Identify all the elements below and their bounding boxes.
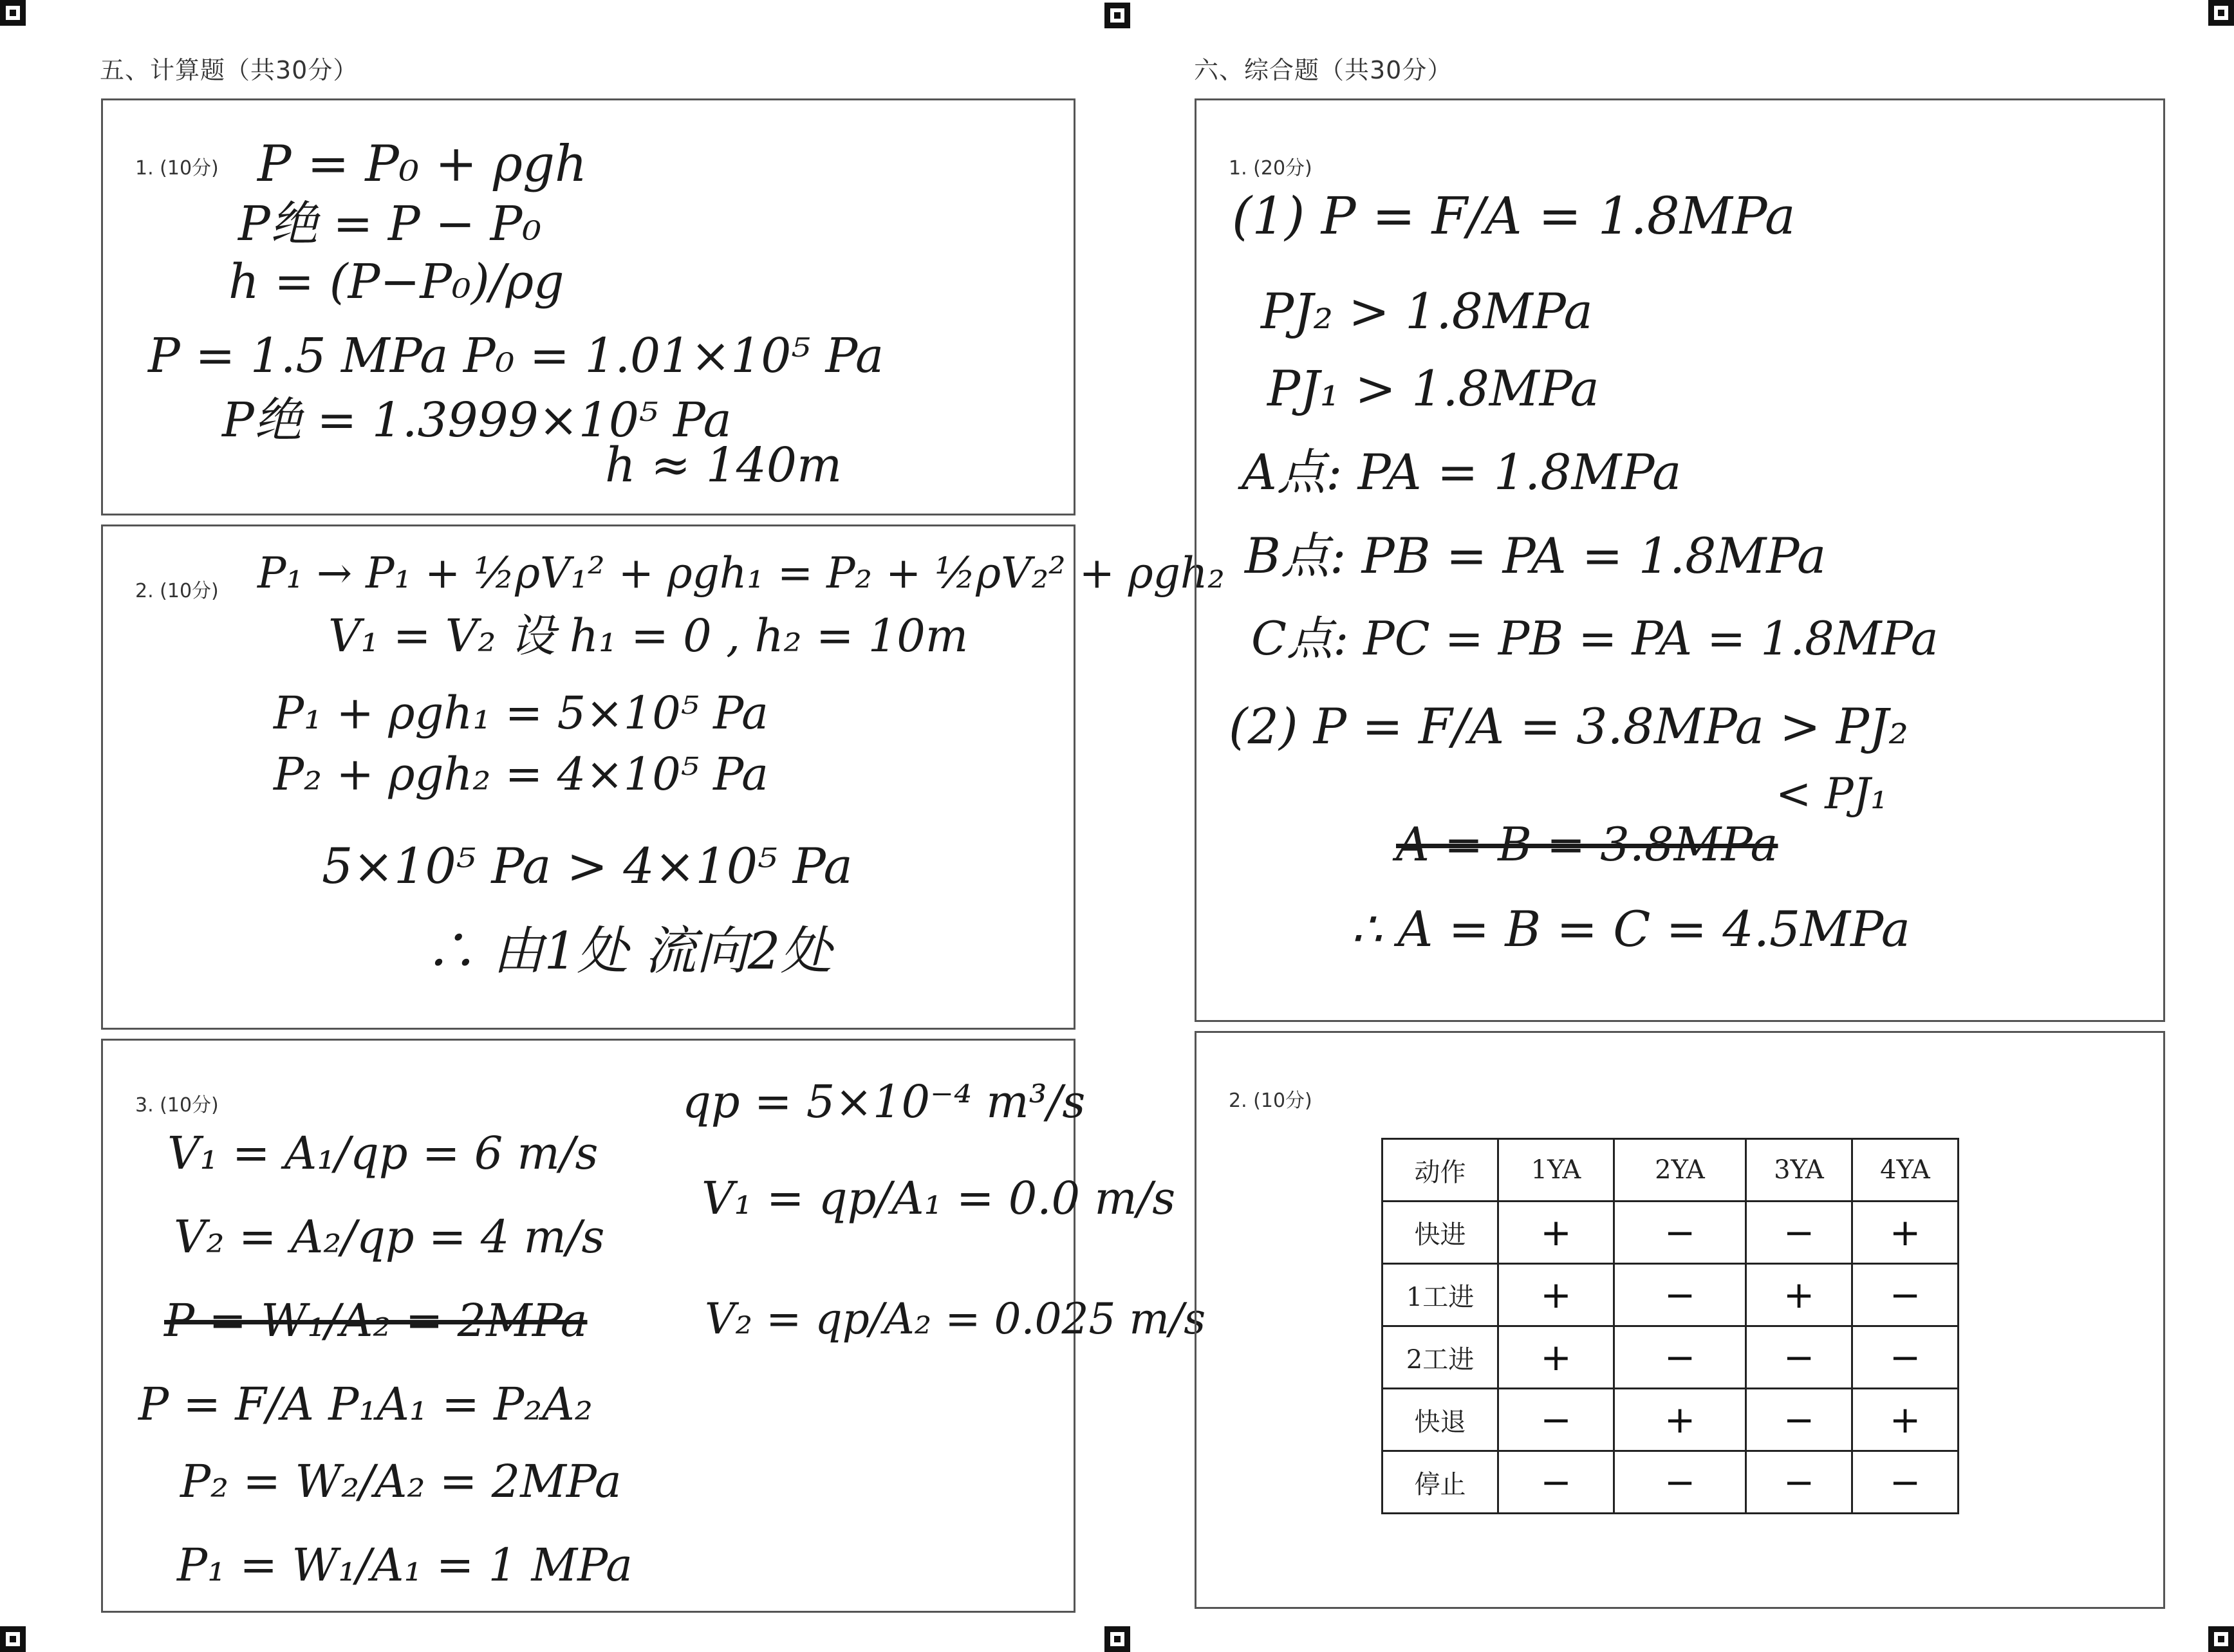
state-cell: +	[1852, 1202, 1959, 1264]
answer-box-calc-3	[101, 1039, 1206, 1613]
state-cell: −	[1614, 1264, 1746, 1326]
table-header-cell: 3YA	[1746, 1139, 1852, 1202]
table-row	[1382, 1202, 1959, 1264]
section-title-comprehensive: 六、综合题（共30分）	[1194, 56, 1453, 84]
state-cell: −	[1614, 1451, 1746, 1514]
handwritten-line: P绝 = 1.3999×10⁵ Pa	[222, 393, 732, 448]
handwritten-line: < PJ₁	[1776, 769, 1888, 819]
state-cell: −	[1498, 1451, 1614, 1514]
handwritten-line: P = P₀ + ρgh	[257, 135, 588, 193]
state-cell: −	[1746, 1326, 1852, 1389]
handwritten-line: P = 1.5 MPa P₀ = 1.01×10⁵ Pa	[148, 328, 884, 384]
state-cell: −	[1746, 1202, 1852, 1264]
table-header-cell: 4YA	[1852, 1139, 1959, 1202]
handwritten-line: V₁ = qp/A₁ = 0.0 m/s	[702, 1172, 1176, 1225]
handwritten-line: C点: PC = PB = PA = 1.8MPa	[1251, 611, 1939, 665]
handwritten-line-struck: A = B = 3.8MPa	[1396, 817, 1778, 871]
question-label: 1. (20分)	[1229, 157, 1312, 180]
table-header-cell: 2YA	[1614, 1139, 1746, 1202]
table-header-cell: 1YA	[1498, 1139, 1614, 1202]
state-cell: +	[1498, 1326, 1614, 1389]
corner-marker-top-center	[1104, 3, 1130, 28]
question-label: 2. (10分)	[1229, 1090, 1312, 1112]
state-cell: −	[1614, 1202, 1746, 1264]
corner-marker-top-left	[0, 0, 26, 26]
state-cell: −	[1498, 1389, 1614, 1451]
handwritten-line: V₂ = A₂/qp = 4 m/s	[174, 1211, 605, 1263]
handwritten-line: PJ₁ > 1.8MPa	[1267, 360, 1599, 417]
table-row	[1382, 1451, 1959, 1514]
corner-marker-bottom-center	[1104, 1626, 1130, 1652]
action-name-cell: 快退	[1382, 1389, 1498, 1451]
handwritten-line: h = (P−P₀)/ρg	[228, 254, 564, 310]
answer-box-calc-1	[101, 98, 1075, 515]
handwritten-line: B点: PB = PA = 1.8MPa	[1245, 527, 1827, 584]
question-label: 2. (10分)	[135, 580, 219, 602]
handwritten-line: V₁ = A₁/qp = 6 m/s	[167, 1127, 599, 1180]
state-cell: +	[1498, 1264, 1614, 1326]
question-label: 1. (10分)	[135, 157, 219, 180]
question-label: 3. (10分)	[135, 1094, 219, 1117]
handwritten-line: 5×10⁵ Pa > 4×10⁵ Pa	[322, 837, 853, 895]
answer-box-comprehensive-1	[1195, 98, 2165, 1022]
answer-box-comprehensive-2	[1195, 1031, 2165, 1609]
corner-marker-bottom-left	[0, 1626, 26, 1652]
state-cell: +	[1746, 1264, 1852, 1326]
table-header-row	[1382, 1139, 1959, 1202]
handwritten-line: qp = 5×10⁻⁴ m³/s	[682, 1075, 1086, 1128]
solenoid-action-table	[1381, 1138, 1959, 1514]
handwritten-line: P₁ = W₁/A₁ = 1 MPa	[177, 1539, 633, 1592]
handwritten-line: PJ₂ > 1.8MPa	[1261, 283, 1593, 340]
handwritten-line: (2) P = F/A = 3.8MPa > PJ₂	[1229, 698, 1908, 755]
action-name-cell: 1工进	[1382, 1264, 1498, 1326]
state-cell: +	[1852, 1389, 1959, 1451]
table-row	[1382, 1326, 1959, 1389]
handwritten-line: h ≈ 140m	[605, 438, 842, 493]
handwritten-line: V₁ = V₂ 设 h₁ = 0 , h₂ = 10m	[328, 609, 969, 662]
action-name-cell: 2工进	[1382, 1326, 1498, 1389]
handwritten-line-struck: P = W₁/A₂ = 2MPa	[164, 1294, 588, 1347]
state-cell: −	[1852, 1451, 1959, 1514]
state-cell: −	[1746, 1451, 1852, 1514]
corner-marker-top-right	[2208, 0, 2234, 26]
corner-marker-bottom-right	[2208, 1626, 2234, 1652]
state-cell: −	[1746, 1389, 1852, 1451]
handwritten-line: P₁ + ρgh₁ = 5×10⁵ Pa	[274, 687, 768, 739]
state-cell: −	[1852, 1326, 1959, 1389]
handwritten-line: ∴ 由1处 流向2处	[425, 921, 832, 981]
state-cell: −	[1852, 1264, 1959, 1326]
handwritten-line: P绝 = P − P₀	[238, 196, 542, 252]
action-name-cell: 快进	[1382, 1202, 1498, 1264]
handwritten-line: P₁ → P₁ + ½ρV₁² + ρgh₁ = P₂ + ½ρV₂² + ρgh₂	[257, 548, 1225, 598]
table-row	[1382, 1264, 1959, 1326]
handwritten-line: P₂ + ρgh₂ = 4×10⁵ Pa	[274, 748, 768, 801]
handwritten-line: A点: PA = 1.8MPa	[1242, 443, 1682, 501]
handwritten-line: P = F/A P₁A₁ = P₂A₂	[138, 1378, 593, 1431]
action-name-cell: 停止	[1382, 1451, 1498, 1514]
answer-box-calc-2	[101, 524, 1225, 1030]
section-title-calculation: 五、计算题（共30分）	[100, 56, 358, 84]
state-cell: −	[1614, 1326, 1746, 1389]
handwritten-line: (1) P = F/A = 1.8MPa	[1232, 186, 1796, 246]
state-cell: +	[1498, 1202, 1614, 1264]
handwritten-line: P₂ = W₂/A₂ = 2MPa	[180, 1455, 622, 1508]
handwritten-line: V₂ = qp/A₂ = 0.025 m/s	[705, 1294, 1206, 1344]
handwritten-line: ∴ A = B = C = 4.5MPa	[1351, 900, 1911, 958]
table-header-cell: 动作	[1382, 1139, 1498, 1202]
state-cell: +	[1614, 1389, 1746, 1451]
table-row	[1382, 1389, 1959, 1451]
